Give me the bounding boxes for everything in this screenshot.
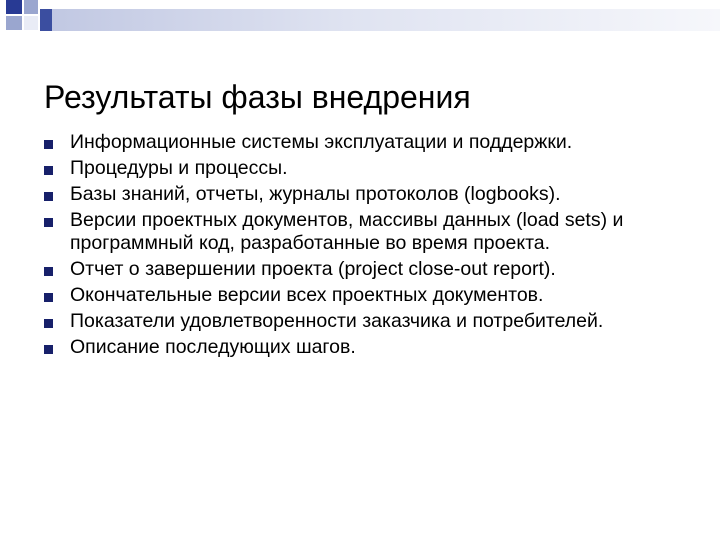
bullet-text: Версии проектных документов, массивы данных (load sets) и программный код, разработанные во время проекта. <box>70 209 624 254</box>
bullet-text: Процедуры и процессы. <box>70 157 288 179</box>
bullet-text: Описание последующих шагов. <box>70 336 356 358</box>
bullet-item <box>44 183 694 206</box>
bullet-text: Окончательные версии всех проектных документов. <box>70 284 544 306</box>
bullet-text: Отчет о завершении проекта (project close-out report). <box>70 258 556 280</box>
square-bullet-icon <box>44 166 53 175</box>
bullet-item <box>44 157 694 180</box>
decor-square <box>24 0 38 14</box>
decor-square <box>24 16 38 30</box>
bullet-item <box>44 131 694 154</box>
bullet-text: Показатели удовлетворенности заказчика и потребителей. <box>70 310 604 332</box>
square-bullet-icon <box>44 192 53 201</box>
bullet-text: Информационные системы эксплуатации и поддержки. <box>70 131 573 153</box>
bullet-item <box>44 310 694 333</box>
bullet-list <box>44 131 694 362</box>
decor-square <box>6 16 22 30</box>
square-bullet-icon <box>44 345 53 354</box>
header-bar-edge <box>40 9 52 31</box>
square-bullet-icon <box>44 218 53 227</box>
bullet-item <box>44 209 694 255</box>
bullet-item <box>44 258 694 281</box>
bullet-item <box>44 336 694 359</box>
square-bullet-icon <box>44 293 53 302</box>
bullet-item <box>44 284 694 307</box>
bullet-text: Базы знаний, отчеты, журналы протоколов (logbooks). <box>70 183 561 205</box>
square-bullet-icon <box>44 267 53 276</box>
square-bullet-icon <box>44 140 53 149</box>
square-bullet-icon <box>44 319 53 328</box>
decor-square <box>6 0 22 14</box>
slide-title: Результаты фазы внедрения <box>44 79 471 116</box>
header-bar <box>40 9 720 31</box>
